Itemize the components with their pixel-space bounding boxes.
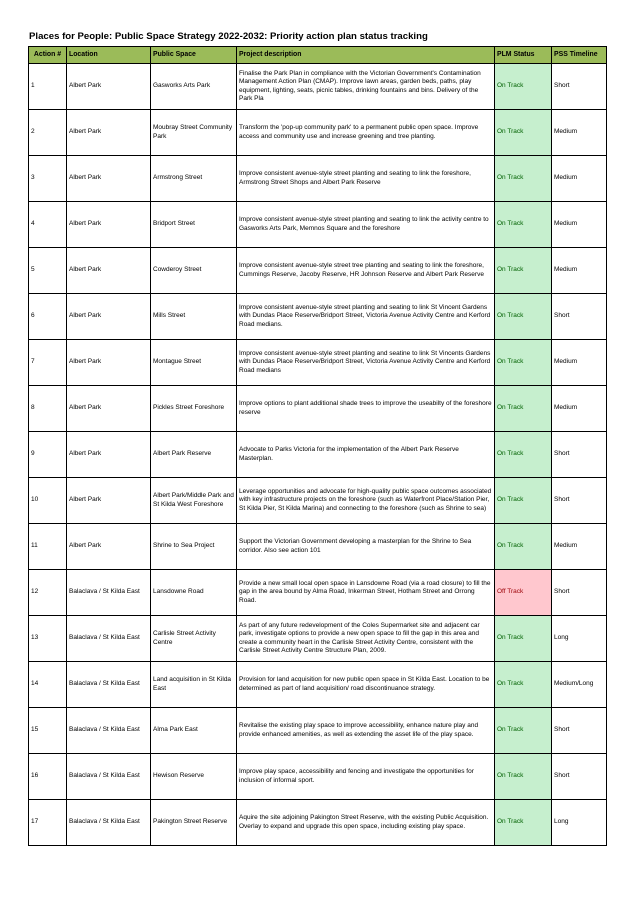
location-cell: Albert Park xyxy=(67,524,151,570)
action-plan-table xyxy=(28,46,607,846)
location-cell: Balaclava / St Kilda East xyxy=(67,662,151,708)
public-space-cell: Shrine to Sea Project xyxy=(151,524,237,570)
plm-status-cell: On Track xyxy=(495,386,552,432)
public-space-cell: Albert Park/Middle Park and St Kilda West Foreshore xyxy=(151,478,237,524)
action-number-cell: 1 xyxy=(29,64,67,110)
public-space-cell: Gasworks Arts Park xyxy=(151,64,237,110)
project-description-cell: Improve consistent avenue-style street tree planting and seating to link the foreshore, Cummings Reserve, Jacoby Reserve, HR Johnson Reserve and Albert Park Reserve xyxy=(237,248,495,294)
public-space-cell: Pakington Street Reserve xyxy=(151,800,237,846)
location-cell: Albert Park xyxy=(67,294,151,340)
plm-status-cell: On Track xyxy=(495,662,552,708)
public-space-cell: Bridport Street xyxy=(151,202,237,248)
project-description-cell: Improve consistent avenue-style street planting and seatine to link St Vincents Gardens with Dundas Place Reserve/Bridport Street, Victoria Avenue Activity Centre and Kerford Road medians xyxy=(237,340,495,386)
location-cell: Albert Park xyxy=(67,202,151,248)
pss-timeline-cell: Medium xyxy=(552,248,607,294)
action-number-cell: 7 xyxy=(29,340,67,386)
project-description-cell: Transform the 'pop-up community park' to a permanent public open space. Improve access and community use and increase greening and tree planting. xyxy=(237,110,495,156)
action-number-cell: 5 xyxy=(29,248,67,294)
table-row xyxy=(29,524,607,570)
pss-timeline-cell: Medium xyxy=(552,340,607,386)
plm-status-cell: On Track xyxy=(495,800,552,846)
pss-timeline-cell: Short xyxy=(552,64,607,110)
table-row xyxy=(29,386,607,432)
project-description-cell: Aquire the site adjoining Pakington Street Reserve, with the existing Public Acquisition. Overlay to expand and upgrade this open space, including existing play space. xyxy=(237,800,495,846)
location-cell: Balaclava / St Kilda East xyxy=(67,616,151,662)
location-cell: Balaclava / St Kilda East xyxy=(67,754,151,800)
plm-status-cell: On Track xyxy=(495,754,552,800)
header-public-space: Public Space xyxy=(151,47,237,64)
action-number-cell: 9 xyxy=(29,432,67,478)
action-number-cell: 15 xyxy=(29,708,67,754)
location-cell: Balaclava / St Kilda East xyxy=(67,800,151,846)
table-row xyxy=(29,754,607,800)
location-cell: Albert Park xyxy=(67,64,151,110)
project-description-cell: Leverage opportunities and advocate for high-quality public space outcomes associated with key infrastructure projects on the foreshore (such as Waterfront Place/Station Pier, St Kilda Pier, St Kilda Marina) and connecting to the foreshore (such as Shrine to sea) xyxy=(237,478,495,524)
plm-status-cell: On Track xyxy=(495,524,552,570)
table-row xyxy=(29,800,607,846)
public-space-cell: Montague Street xyxy=(151,340,237,386)
plm-status-cell: On Track xyxy=(495,340,552,386)
public-space-cell: Carlisle Street Activity Centre xyxy=(151,616,237,662)
action-number-cell: 11 xyxy=(29,524,67,570)
pss-timeline-cell: Short xyxy=(552,432,607,478)
action-number-cell: 4 xyxy=(29,202,67,248)
public-space-cell: Hewison Reserve xyxy=(151,754,237,800)
location-cell: Balaclava / St Kilda East xyxy=(67,708,151,754)
public-space-cell: Lansdowne Road xyxy=(151,570,237,616)
table-row xyxy=(29,110,607,156)
table-row xyxy=(29,340,607,386)
table-row xyxy=(29,616,607,662)
public-space-cell: Alma Park East xyxy=(151,708,237,754)
pss-timeline-cell: Short xyxy=(552,294,607,340)
public-space-cell: Pickles Street Foreshore xyxy=(151,386,237,432)
table-row xyxy=(29,64,607,110)
table-row xyxy=(29,202,607,248)
action-number-cell: 14 xyxy=(29,662,67,708)
table-row xyxy=(29,432,607,478)
pss-timeline-cell: Long xyxy=(552,616,607,662)
header-action-number: Action # xyxy=(29,47,67,64)
project-description-cell: Improve options to plant additional shade trees to improve the useabilty of the foreshore reserve xyxy=(237,386,495,432)
plm-status-cell: On Track xyxy=(495,248,552,294)
public-space-cell: Mills Street xyxy=(151,294,237,340)
table-row xyxy=(29,570,607,616)
action-number-cell: 16 xyxy=(29,754,67,800)
project-description-cell: Improve consistent avenue-style street planting and seating to link the foreshore, Armstrong Street Shops and Albert Park Reserve xyxy=(237,156,495,202)
document-title: Places for People: Public Space Strategy 2022-2032: Priority action plan status tracking xyxy=(29,31,428,42)
project-description-cell: Revitalise the existing play space to improve accessibility, enhance nature play and provide enhanced amenities, as well as extending the asset life of the play space. xyxy=(237,708,495,754)
header-project-description: Project description xyxy=(237,47,495,64)
location-cell: Albert Park xyxy=(67,432,151,478)
pss-timeline-cell: Medium xyxy=(552,156,607,202)
plm-status-cell: On Track xyxy=(495,478,552,524)
action-number-cell: 17 xyxy=(29,800,67,846)
public-space-cell: Cowderoy Street xyxy=(151,248,237,294)
location-cell: Balaclava / St Kilda East xyxy=(67,570,151,616)
location-cell: Albert Park xyxy=(67,478,151,524)
location-cell: Albert Park xyxy=(67,110,151,156)
location-cell: Albert Park xyxy=(67,248,151,294)
pss-timeline-cell: Short xyxy=(552,570,607,616)
project-description-cell: Support the Victorian Government developing a masterplan for the Shrine to Sea corridor. Also see action 101 xyxy=(237,524,495,570)
project-description-cell: As part of any future redevelopment of the Coles Supermarket site and adjacent car park, investigate options to provide a new open space to fill the gap in this area and create a community heart in the Carlisle Street Activity Centre, consistent with the Carlisle Street Activity Centre Structure Plan, 2009. xyxy=(237,616,495,662)
plm-status-cell: On Track xyxy=(495,616,552,662)
action-number-cell: 13 xyxy=(29,616,67,662)
plm-status-cell: On Track xyxy=(495,432,552,478)
pss-timeline-cell: Medium xyxy=(552,110,607,156)
pss-timeline-cell: Short xyxy=(552,708,607,754)
table-row xyxy=(29,156,607,202)
plm-status-cell: On Track xyxy=(495,64,552,110)
public-space-cell: Land acquisition in St Kilda East xyxy=(151,662,237,708)
location-cell: Albert Park xyxy=(67,340,151,386)
action-number-cell: 10 xyxy=(29,478,67,524)
public-space-cell: Armstrong Street xyxy=(151,156,237,202)
table-header-row xyxy=(29,47,607,64)
project-description-cell: Finalise the Park Plan in compliance with the Victorian Government's Contamination Management Action Plan (CMAP). Improve lawn areas, garden beds, paths, play equipment, lighting, seats, picnic tables, drinking fountains and bins. Delivery of the Park Pla xyxy=(237,64,495,110)
plm-status-cell: On Track xyxy=(495,156,552,202)
table-row xyxy=(29,662,607,708)
pss-timeline-cell: Medium xyxy=(552,524,607,570)
header-pss-timeline: PSS Timeline xyxy=(552,47,607,64)
table-row xyxy=(29,248,607,294)
public-space-cell: Albert Park Reserve xyxy=(151,432,237,478)
pss-timeline-cell: Short xyxy=(552,754,607,800)
action-number-cell: 3 xyxy=(29,156,67,202)
plm-status-cell: Off Track xyxy=(495,570,552,616)
project-description-cell: Advocate to Parks Victoria for the implementation of the Albert Park Reserve Masterplan. xyxy=(237,432,495,478)
project-description-cell: Improve play space, accessibility and fencing and investigate the opportunities for inclusion of informal sport. xyxy=(237,754,495,800)
action-number-cell: 12 xyxy=(29,570,67,616)
project-description-cell: Provide a new small local open space in Lansdowne Road (via a road closure) to fill the gap in the area bound by Alma Road, Inkerman Street, Hotham Street and Orrong Road. xyxy=(237,570,495,616)
project-description-cell: Improve consistent avenue-style street planting and seating to link St Vincent Gardens with Dundas Place Reserve/Bridport Street, Victoria Avenue Activity Centre and Kerford Road medians. xyxy=(237,294,495,340)
plm-status-cell: On Track xyxy=(495,202,552,248)
table-row xyxy=(29,478,607,524)
plm-status-cell: On Track xyxy=(495,708,552,754)
plm-status-cell: On Track xyxy=(495,110,552,156)
pss-timeline-cell: Short xyxy=(552,478,607,524)
plm-status-cell: On Track xyxy=(495,294,552,340)
public-space-cell: Moubray Street Community Park xyxy=(151,110,237,156)
project-description-cell: Improve consistent avenue-style street planting and seating to link the activity centre to Gasworks Arts Park, Memnos Square and the foreshore xyxy=(237,202,495,248)
header-plm-status: PLM Status xyxy=(495,47,552,64)
pss-timeline-cell: Long xyxy=(552,800,607,846)
action-number-cell: 2 xyxy=(29,110,67,156)
location-cell: Albert Park xyxy=(67,386,151,432)
pss-timeline-cell: Medium/Long xyxy=(552,662,607,708)
action-number-cell: 8 xyxy=(29,386,67,432)
project-description-cell: Provision for land acquisition for new public open space in St Kilda East. Location to be determined as part of land acquisition/ road discontinuance strategy. xyxy=(237,662,495,708)
table-row xyxy=(29,294,607,340)
table-row xyxy=(29,708,607,754)
action-number-cell: 6 xyxy=(29,294,67,340)
pss-timeline-cell: Medium xyxy=(552,386,607,432)
pss-timeline-cell: Medium xyxy=(552,202,607,248)
header-location: Location xyxy=(67,47,151,64)
location-cell: Albert Park xyxy=(67,156,151,202)
